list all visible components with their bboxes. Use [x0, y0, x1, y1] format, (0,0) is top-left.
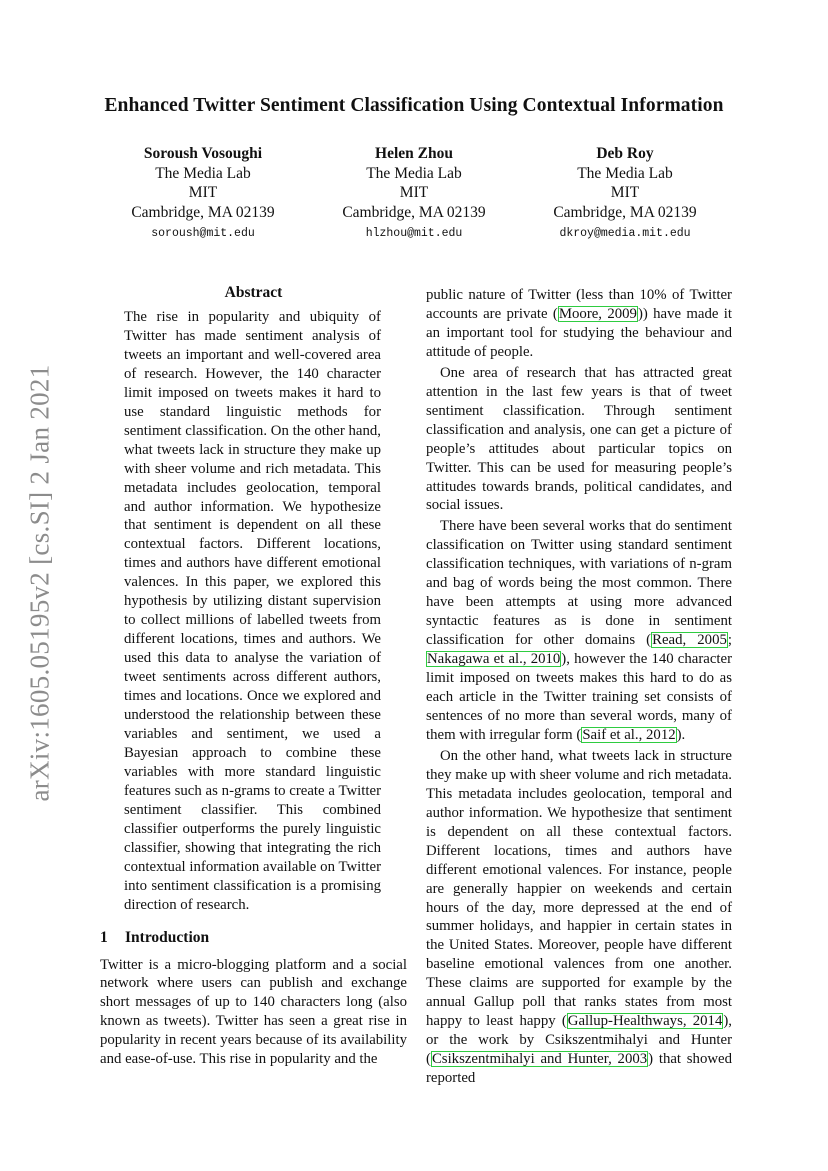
citation-link[interactable]: Read, 2005	[652, 632, 727, 649]
author-3	[525, 144, 725, 244]
text-run: There have been several works that do sentiment classification on Twitter using standard sentiment classification techniques, with variations of n-gram and bag of words being the most common. There have been attempts at using more advanced syntactic features as is done in sentiment classification for other domains (	[426, 518, 732, 649]
text-run: On the other hand, what tweets lack in structure they make up with sheer volume and rich metadata. This metadata includes geolocation, temporal and author information. We hypothesize that sentiment is dependent on all these contextual factors. Different locations, times and authors have different emotional valences. For instance, people are generally happier on weekends and certain hours of the day, more depressed at the end of summer holidays, and happier in certain states in the United States. Moreover, people have different baseline emotional valences from one another. These claims are supported for example by the annual Gallup poll that ranks states from most happy to least happy (	[426, 747, 732, 1030]
author-email[interactable]: soroush@mit.edu	[151, 227, 255, 240]
author-2	[314, 144, 514, 244]
citation-link[interactable]: Saif et al., 2012	[582, 726, 676, 743]
text-run: ), however the 140 character limit imposed on tweets makes this hard to do as each article in the Twitter training set consists of sentences of no more than several words, many of them with irregular form (	[426, 651, 733, 743]
author-institution: MIT	[188, 184, 218, 201]
intro-paragraph-1-continued	[426, 286, 732, 362]
author-name: Helen Zhou	[375, 145, 453, 162]
author-affiliation: The Media Lab	[155, 164, 251, 182]
author-email[interactable]: dkroy@media.mit.edu	[559, 227, 691, 240]
paper-title: Enhanced Twitter Sentiment Classification Using Contextual Information	[104, 95, 724, 116]
citation-link[interactable]: Csikszentmihalyi and Hunter, 2003	[431, 1051, 648, 1068]
arxiv-stamp-text: arXiv:1605.05195v2 [cs.SI] 2 Jan 2021	[24, 364, 55, 802]
author-location: Cambridge, MA 02139	[131, 203, 275, 221]
author-institution: MIT	[399, 184, 429, 201]
author-name: Soroush Vosoughi	[143, 145, 263, 162]
left-column	[100, 284, 407, 1069]
right-column	[426, 286, 732, 1088]
author-affiliation: The Media Lab	[577, 164, 673, 182]
section-number: 1	[100, 928, 108, 946]
citation-link[interactable]: Gallup-Healthways, 2014	[567, 1013, 723, 1030]
text-run: ).	[676, 726, 686, 743]
author-affiliation: The Media Lab	[366, 164, 462, 182]
intro-paragraph-3	[426, 517, 732, 744]
intro-paragraph-2: One area of research that has attracted great attention in the last few years is that of tweet sentiment classification. Through sentiment classification and analysis, one can get a picture of people’s attitudes about particular topics on Twitter. This can be used for measuring people’s attitudes towards brands, political candidates, and social issues.	[426, 364, 732, 514]
author-location: Cambridge, MA 02139	[342, 203, 486, 221]
author-1	[103, 144, 303, 244]
abstract-text: The rise in popularity and ubiquity of Twitter has made sentiment analysis of tweets an important and well-covered area of research. However, the 140 character limit imposed on tweets makes it hard to use standard linguistic methods for sentiment classification. On the other hand, what tweets lack in structure they make up with sheer volume and rich metadata. This metadata includes geolocation, temporal and author information. We hypothesize that sentiment is dependent on all these contextual factors. Different locations, times and authors have different emotional valences. In this paper, we explored this hypothesis by utilizing distant supervision to collect millions of labelled tweets from different locations, times and authors. We used this data to analyse the variation of tweet sentiments across different authors, times and locations. Once we explored and understood the relationship between these variables and sentiment, we used a Bayesian approach to combine these variables with more standard linguistic features such as n-grams to create a Twitter sentiment classifier. This combined classifier outperforms the purely linguistic classifier, showing that integrating the rich contextual information available on Twitter into sentiment classification is a promising direction of research.	[124, 309, 381, 913]
text-run: )) have made it an important tool for studying the behaviour and attitude of people.	[426, 305, 732, 360]
text-run: public nature of Twitter (less than 10% of Twitter accounts are private (	[426, 287, 732, 322]
author-institution: MIT	[610, 184, 640, 201]
author-location: Cambridge, MA 02139	[553, 203, 697, 221]
text-run: ), or the work by Csikszentmihalyi and Hunter (	[426, 1013, 732, 1068]
text-run: ) that showed reported	[426, 1051, 732, 1087]
citation-link[interactable]: Nakagawa et al., 2010	[427, 651, 561, 668]
section-title: Introduction	[125, 928, 210, 946]
text-run: ;	[727, 632, 732, 649]
abstract-heading: Abstract	[224, 284, 283, 301]
author-block	[103, 144, 725, 244]
intro-paragraph-4	[426, 747, 732, 1088]
citation-link[interactable]: Moore, 2009	[558, 305, 637, 322]
author-name: Deb Roy	[596, 145, 654, 162]
section-heading	[100, 929, 407, 947]
author-email[interactable]: hlzhou@mit.edu	[365, 227, 463, 240]
intro-paragraph-1: Twitter is a micro-blogging platform and a social network where users can publish and exchange short messages of up to 140 characters long (also known as tweets). Twitter has seen a great rise in popularity in recent years because of its availability and ease-of-use. This rise in popularity and the	[100, 956, 407, 1068]
